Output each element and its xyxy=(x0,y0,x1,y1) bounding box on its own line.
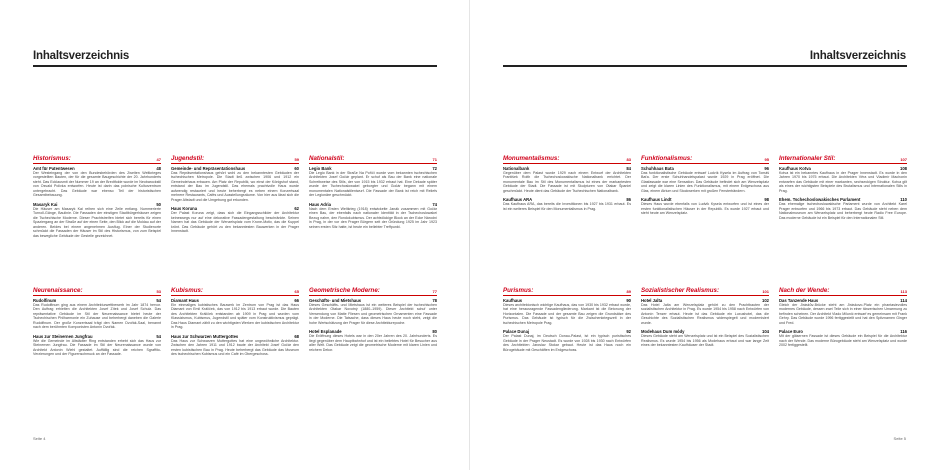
entry-description: Die Häuser am Masaryk Kai reihen sich eine Zeile entlang. Nummerierte Turnoll-Gänge, Baulinie. Die Fassaden der einstigen Stadtbürgerhäuser zeigen die Tschechische Moderne. Dieser Prachtstreifen bietet sich bereits für einen Spaziergang an der Straße auf der einen Seite, den Blick auf die Moldau auf der anderen. Beides bei einem angenehmen Ausflug. Einer der Studienorte schmückt die Fassaden der Häuser im Stil des Historismus, von zum Beispiel das bewegliche Gebäude der Gestelle gezeichnet. xyxy=(33,206,161,238)
toc-entry xyxy=(779,329,907,348)
entry-title: Das Tanzende Haus xyxy=(779,297,819,303)
toc-entry xyxy=(33,202,161,239)
section-title: Purismus: xyxy=(503,287,534,294)
toc-entry xyxy=(641,197,769,216)
section-page-number: 53 xyxy=(156,288,161,294)
section-title: Sozialistischer Realismus: xyxy=(641,287,720,294)
entry-title: Amt für Patentwesen xyxy=(33,165,75,171)
toc-entry xyxy=(171,206,299,234)
toc-entry xyxy=(641,166,769,194)
entry-title: Modehaus Dum módy xyxy=(641,329,685,334)
entry-description: Die Legio Bank in der Straße Na Poříčí wurde vom bekannten tschechischen Architekten Josef Gočár geplant. Er schuf als Bau der Bank eine nationale Schreibweise des Stils, der von 1915 bis 1932 erbaut hat. Eine Dekade später wurde der Tschechoslowakei geborgter und Gočár begann mit einem monumentalen Nationalstilentwurf. Die Fassade der Bank ist reich mit Reliefs der Legionäre geschmückt. xyxy=(309,170,437,197)
section-page-number: 89 xyxy=(626,288,631,294)
section-page-number: 77 xyxy=(432,288,437,294)
section-title: Internationaler Stil: xyxy=(779,155,836,162)
entry-page-number: 74 xyxy=(432,201,437,207)
toc-section xyxy=(779,287,907,356)
toc-entry xyxy=(33,334,161,357)
entry-title: Nationalbank xyxy=(503,165,530,171)
toc-section xyxy=(171,155,299,242)
section-title: Neurenaissance: xyxy=(33,287,83,294)
entry-description: Gleich der Jiráskův-Brücke steht am Jiráskovo-Platz ein phantasievolles modernes Gebäude, dessen zwei Teile sich in einer tänzerischen Umarmung zu befinden scheinen. Der Architekt Vlado Milunić entwarf es gemeinsam mit Frank Gehry. Das Gebäude wurde 1996 fertiggestellt und hat den Spitznamen Ginger und Fred. xyxy=(779,302,907,325)
toc-entry xyxy=(779,298,907,326)
entry-description: Mit der gläsernen Fassade ist dieses Gebäude ein Beispiel für die Architektur nach der Wende. Das moderne Bürogebäude steht am Wenzelsplatz und wurde 2002 fertiggestellt. xyxy=(779,334,907,347)
entry-page-number: 108 xyxy=(900,165,907,171)
entry-page-number: 50 xyxy=(156,201,161,207)
section-header xyxy=(33,287,161,296)
entry-title: Kaufhaus Lindt xyxy=(641,197,672,202)
entry-title: Kaufhaus Kotva xyxy=(779,165,811,171)
toc-entry xyxy=(171,166,299,203)
section-page-number: 83 xyxy=(626,156,631,162)
toc-grid-bottom xyxy=(33,287,437,361)
entry-page-number: 92 xyxy=(626,329,631,334)
entry-page-number: 66 xyxy=(294,297,299,303)
entry-title: Haus Koruna xyxy=(171,206,198,211)
entry-title: Haus zur Steinernen Jungfrau xyxy=(33,333,93,339)
toc-entry xyxy=(33,166,161,198)
entry-description: Wie die Gemeinde im Altstädter Ring entstanden erhebt sich das Haus zur Steinernen Jungfrau. Die Fassade im Stil der Neurenaissance wurde von Architekt Antonín Wiehl gestaltet. Auffällig sind die reichen Sgraffito-Verzierungen und der Figurenschmuck an der Fassade. xyxy=(33,338,161,356)
entry-description: Ein einmaliges kubistisches Bauwerk im Zentrum von Prag ist das Haus Diamant von Emil Králíček, das von 1912 bis 1913 erbaut wurde. Die Bauten des Architekten Králíček entstanden ab 1909 in Prag und wurden vom Klassizismus, Kubismus, Jugendstil und später vom Konstruktivismus geprägt. Das Haus Diamant zählt zu den wichtigsten Werken der kubistischen Architektur in Prag. xyxy=(171,302,299,329)
entry-description: Dieses Geschäfts- und Mietshaus ist ein weiteres Beispiel der tschechischen Architekten Otakar Novotný (1880–1959). Dieser Architekt schuf unter Verwendung von Matte Fliesen und geometrischen Ornamenten eine Fassade in der Moderne. Die Tatsache, dass dieses Haus heute noch steht, zeigt die hohe Wertschätzung der Prager für diese Architekturepoche. xyxy=(309,302,437,325)
section-header xyxy=(779,287,907,296)
entry-title: Diamant Haus xyxy=(171,297,199,303)
section-page-number: 47 xyxy=(156,156,161,162)
section-page-number: 113 xyxy=(900,288,907,294)
toc-entry xyxy=(309,329,437,352)
section-page-number: 65 xyxy=(294,288,299,294)
section-title: Kubismus: xyxy=(171,287,203,294)
entry-description: Kotva ist ein bekanntes Kaufhaus in der Prager Innenstadt. Es wurde in den Jahren 1970 bis 1975 erbaut. Die Architekten Věra und Vladimír Machonin entwarfen das Gebäude mit einer markanten, sechseckigen Struktur. Kotva gilt als eines der wichtigsten Beispiele des Brutalismus und Internationalen Stils in Prag. xyxy=(779,170,907,193)
toc-entry xyxy=(641,298,769,326)
section-header xyxy=(503,155,631,164)
entry-description: Dieses Haus wurde ebenfalls von Ludvík Kysela entworfen und ist eines der ersten funktionalistischen Häuser in der Republik. Es wurde 1927 erbaut und steht heute am Wenzelsplatz. xyxy=(641,202,769,215)
entry-description: Das Repräsentationshaus gehört wohl zu den bekanntesten Gebäuden der tschechischen Metropole. Die Stadt ließ zwischen 1906 und 1912 ein Gemeindehaus erbauen. Am Platz der Republik, wo einst der Königshof stand, entstand der Bau im Jugendstil. Das ehemals prachtvolle Haus wurde aufwendig restauriert und heute beherbergt es neben einem Konzertsaal mehrere Restaurants, Cafés und Ausstellungsräume. Von hier aus lässt sich die Prager Altstadt und die Umgebung gut erkunden. xyxy=(171,170,299,202)
toc-section xyxy=(171,287,299,361)
entry-page-number: 84 xyxy=(626,165,631,171)
toc-section xyxy=(503,155,631,224)
entry-page-number: 90 xyxy=(626,297,631,303)
toc-entry xyxy=(309,166,437,198)
toc-entry xyxy=(503,197,631,211)
toc-section xyxy=(503,287,631,356)
toc-entry xyxy=(779,197,907,220)
section-header xyxy=(309,155,437,164)
entry-description: Das funktionalistische Gebäude entwarf Ludvík Kysela im Auftrag von Tomáš Baťa. Der erste Schuhhandelspalast wurde 1929 in Prag eröffnet. Die Glasfassade war eine Sensation. Das Gebäude befindet sich am Wenzelsplatz und zeigt die klaren Linien des Funktionalismus, mit einem Erdgeschoss aus Glas, einem Atrium und Stockwerken mit großen Fensterbändern. xyxy=(641,170,769,193)
page-title: Inhaltsverzeichnis xyxy=(33,50,130,62)
entry-page-number: 48 xyxy=(156,165,161,171)
section-page-number: 59 xyxy=(294,156,299,162)
entry-title: Gemeinde- und Repräsentationshaus xyxy=(171,165,246,171)
entry-title: Kaufhaus ARA xyxy=(503,197,533,202)
entry-page-number: 86 xyxy=(626,197,631,202)
entry-page-number: 60 xyxy=(294,165,299,171)
entry-page-number: 68 xyxy=(294,333,299,339)
toc-section xyxy=(641,287,769,356)
toc-entry xyxy=(171,334,299,357)
section-header xyxy=(33,155,161,164)
page-number: Seite 5 xyxy=(893,436,906,441)
entry-title: Haus Adria xyxy=(309,201,331,207)
entry-title: Rudolfinum xyxy=(33,297,57,303)
section-page-number: 107 xyxy=(900,156,907,162)
entry-page-number: 78 xyxy=(432,297,437,303)
entry-page-number: 102 xyxy=(762,297,769,303)
section-header xyxy=(309,287,437,296)
entry-page-number: 116 xyxy=(900,329,907,334)
entry-page-number: 54 xyxy=(156,333,161,339)
entry-title: Hotel Esplanade xyxy=(309,329,342,334)
title-rule xyxy=(33,65,437,67)
toc-grid-bottom xyxy=(503,287,907,356)
toc-section xyxy=(309,287,437,361)
entry-description: Nach dem Ersten Weltkrieg (1918) entwickelte Janák zusammen mit Gočár einen Bau, der ebenfalls nach nationaler Identität in der Tschechoslowakei Bezug nahm, den Rondokubismus. Der achtstöckige Block an der Ecke Národní in Prag, in der vor den Prager Bürgern seit der Gründung 1925 im Jahr 1923 seinen ersten Sitz hatte, ist heute ein beliebter Treffpunkt. xyxy=(309,206,437,229)
toc-section xyxy=(779,155,907,224)
section-title: Historismus: xyxy=(33,155,71,162)
entry-description: Das Rudolfinum ging aus einem Architekturwettbewerb im Jahr 1874 hervor. Den Auftrag erhielten die Architekten Josef Zítek und Josef Schulz. Das repräsentative Gebäude im Stil der Neurenaissance bietet heute der Tschechischen Philharmonie ein Zuhause und beherbergt daneben die Galerie Rudolfinum. Der große Konzertsaal trägt den Namen Dvořák-Saal, benannt nach dem berühmten Komponisten Antonín Dvořák. xyxy=(33,302,161,329)
entry-title: Palace Dunaj xyxy=(503,329,530,334)
section-title: Jugendstil: xyxy=(171,155,205,162)
entry-description: Der Palast Dunaj, im Deutsch Donau-Palast, ist ein typisch puristisches Gebäude in der Prager Neustadt. Es wurde von 1928 bis 1930 nach Entwürfen des Architekten Jaroslav Stokar gebaut. Heute ist das Haus noch ein Bürogebäude mit Geschäften im Erdgeschoss. xyxy=(503,334,631,352)
toc-entry xyxy=(33,298,161,330)
entry-page-number: 62 xyxy=(294,206,299,211)
entry-description: Dieses architektonisch wichtige Kaufhaus, das von 1930 bis 1932 erbaut wurde, hat eine herausragende Fassadengliederung. Markant ist die Betonung der Horizontalen. Die Fassade und der gesamte Bau zeigen die Grundsätze des Purismus. Das Gebäude ist typisch für die Zwischenkriegszeit in der tschechischen Metropole Prag. xyxy=(503,302,631,325)
toc-section xyxy=(309,155,437,242)
toc-grid-top xyxy=(503,155,907,224)
page-title: Inhaltsverzeichnis xyxy=(809,50,906,62)
entry-title: Ehem. Tschechoslowakisches Parlament xyxy=(779,197,861,202)
section-header xyxy=(171,287,299,296)
section-title: Nationalstil: xyxy=(309,155,345,162)
toc-entry xyxy=(309,202,437,230)
entry-page-number: 54 xyxy=(156,297,161,303)
entry-description: Der Palast Koruna zeigt, dass sich die Eingangsschilder der Architektur keineswegs nur auf eine dekorative Fassadengestaltung beschränkte. Seinen Namen hat das Gebäude der Wenzelsplatz vom Krone-Motiv, das die Kuppel krönt. Das Gebäude gehört zu den bekanntesten Bauwerken in der Prager Innenstadt. xyxy=(171,211,299,233)
toc-entry xyxy=(641,329,769,348)
entry-description: Der Westeingang der von den Bundesbehörden des Zweiten Weltkrieges vorgestellten Bauten, der für die gesamte Baugeschichte der 20. Jahrhunderts steht. Das Ecklausmit der Nummer 19 an der Bredtfolde wurde im Neobarockstil von Osvald Polivka entworfen. Heute ist darin das polnische Kulturzentrum untergebracht. Das Gebäude war ebenso Teil der historistischen Gesamtbebauung. xyxy=(33,170,161,197)
entry-page-number: 80 xyxy=(432,329,437,334)
section-header xyxy=(641,287,769,296)
entry-title: Palace Euro xyxy=(779,329,803,334)
entry-page-number: 72 xyxy=(432,165,437,171)
entry-description: Die Eröffnung dieses Hotels war in den 20er Jahren des 20. Jahrhunderts. Es liegt gegenüber dem Hauptbahnhof und ist ein beliebtes Hotel für Besucher aus aller Welt. Das Gebäude zeigt die geometrische Moderne mit klaren Linien und reichem Dekor. xyxy=(309,334,437,352)
section-page-number: 101 xyxy=(762,288,769,294)
toc-section xyxy=(33,287,161,361)
toc-section xyxy=(33,155,161,242)
entry-description: Gegenüber dem Palast wurde 1929 nach einem Entwurf der Architekten František Roith die Tschechoslowakische Nationalbank errichtet. Der monumentale Bau im Stil des Monumentalismus ist eines der markantesten Gebäude der Stadt. Die Fassade ist mit Skulpturen von Otakar Španiel geschmückt. Heute dient das Gebäude der Tschechischen Nationalbank. xyxy=(503,170,631,193)
section-page-number: 95 xyxy=(764,156,769,162)
entry-title: Haus zur Schwarzen Muttergottes xyxy=(171,333,239,339)
entry-description: Das Kaufhaus ARA, das bereits die Investitionen bis 1927 bis 1931 erbaut. Es ist ein weiteres Beispiel für den Monumentalismus in Prag. xyxy=(503,202,631,211)
toc-section xyxy=(641,155,769,224)
page-number: Seite 4 xyxy=(33,436,46,441)
section-header xyxy=(171,155,299,164)
toc-entry xyxy=(309,298,437,326)
section-header xyxy=(641,155,769,164)
entry-page-number: 110 xyxy=(900,197,907,202)
section-title: Nach der Wende: xyxy=(779,287,830,294)
entry-description: Das Hotel Jalta am Wenzelsplatz gehört zu den Prachtbauten der sozialistischen Architektur in Prag. Es wurde 1954 bis 1958 nach Entwürfen von Antonín Tenzer erbaut. Heute ist das Gebäude ein Luxushotel, das die Geschichte des Sozialistischen Realismus widerspiegelt und modernisiert wurde. xyxy=(641,302,769,325)
entry-title: Legio Bank xyxy=(309,165,332,171)
right-page xyxy=(470,0,940,470)
entry-page-number: 98 xyxy=(764,197,769,202)
entry-page-number: 114 xyxy=(900,297,907,303)
entry-title: Kaufhaus xyxy=(503,297,523,303)
toc-entry xyxy=(171,298,299,330)
entry-title: Schuhhaus Bata xyxy=(641,165,674,171)
toc-entry xyxy=(503,166,631,194)
section-title: Monumentalismus: xyxy=(503,155,560,162)
entry-title: Masaryk Kai xyxy=(33,201,58,207)
entry-page-number: 104 xyxy=(762,329,769,334)
entry-description: Das ehemalige tschechoslowakische Parlament wurde von Architekt Karel Prager entworfen und 1966 bis 1973 erbaut. Das Gebäude steht neben dem Nationalmuseum am Wenzelsplatz und beherbergt heute Radio Free Europe. Das moderne Gebäude ist ein Beispiel für den Internationalen Stil. xyxy=(779,202,907,220)
section-header xyxy=(779,155,907,164)
entry-page-number: 96 xyxy=(764,165,769,171)
section-header xyxy=(503,287,631,296)
toc-grid-top xyxy=(33,155,437,242)
entry-title: Geschäfts- und Mietshaus xyxy=(309,297,362,303)
entry-title: Hotel Jalta xyxy=(641,297,663,303)
title-rule xyxy=(503,65,907,67)
section-title: Funktionalismus: xyxy=(641,155,693,162)
section-page-number: 71 xyxy=(432,156,437,162)
toc-entry xyxy=(779,166,907,194)
entry-description: Das Haus zur Schwarzen Muttergottes hat eine ungewöhnliche Architektur. Zwischen den Jahren 1911 und 1912 baute der Architekt Josef Gočár den ersten kubistischen Bau in Prag. Heute beherbergt das Gebäude das Museum des tschechischen Kubismus und ein Café im Obergeschoss. xyxy=(171,338,299,356)
toc-entry xyxy=(503,298,631,326)
section-title: Geometrische Moderne: xyxy=(309,287,380,294)
entry-description: Dieses Gebäude steht am Wenzelsplatz und ist ein Beispiel des Sozialistischen Realismus. Es wurde 1954 bis 1956 als Modehaus erbaut und war lange Zeit eines der bekanntesten Kaufhäuser der Stadt. xyxy=(641,334,769,347)
toc-entry xyxy=(503,329,631,352)
